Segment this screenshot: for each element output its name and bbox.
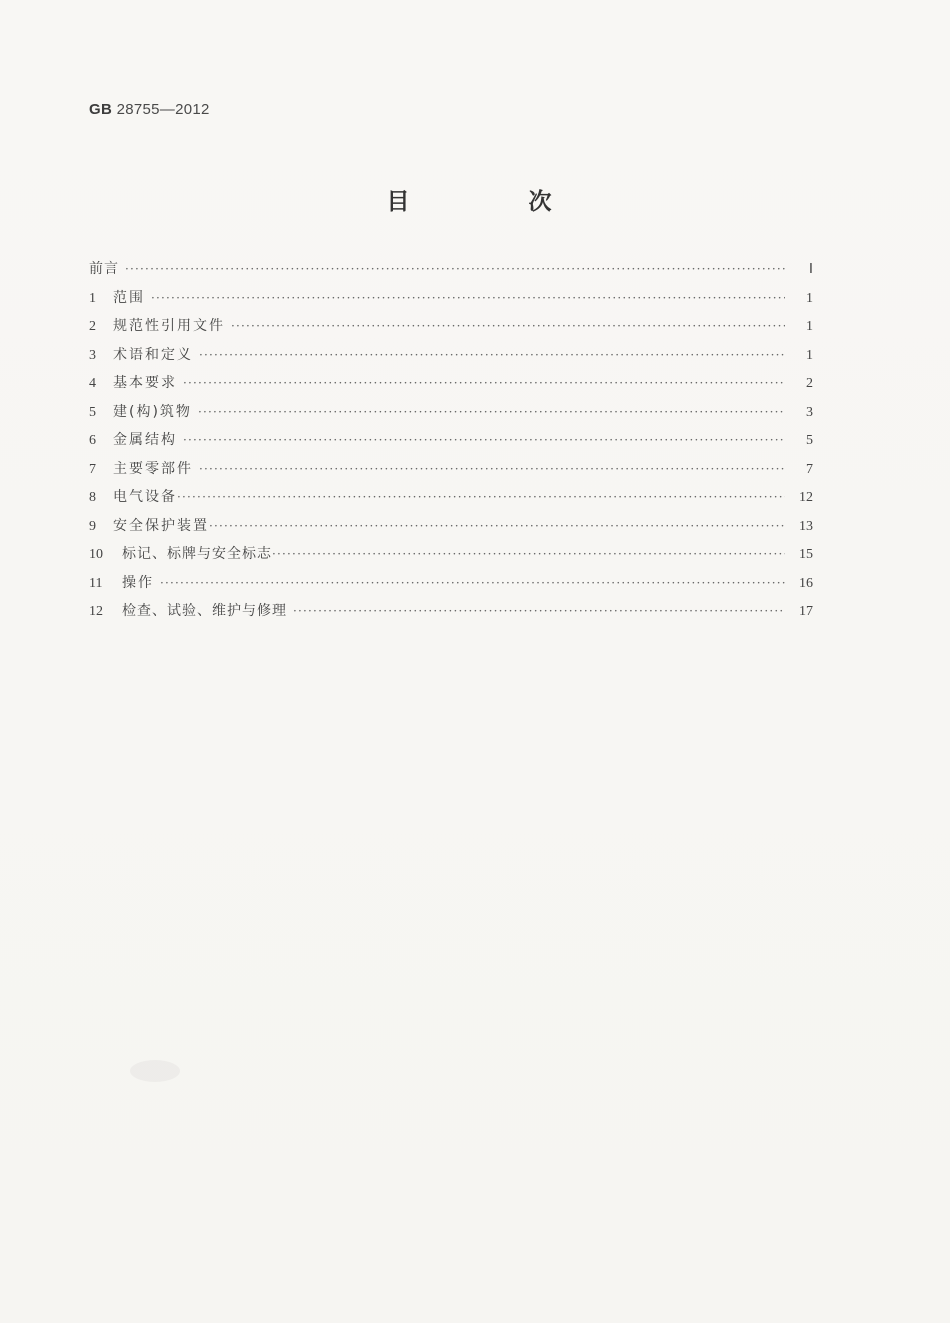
- toc-leader-dots: [125, 262, 785, 276]
- toc-entry-page: 1: [806, 347, 813, 363]
- toc-entry-page: 7: [806, 461, 813, 477]
- toc-entry-number: 12: [89, 604, 103, 619]
- toc-entry-label: 基本要求: [113, 375, 177, 391]
- table-of-contents: [89, 258, 813, 629]
- standard-code: [89, 101, 210, 118]
- toc-entry-label: 范围: [113, 289, 145, 306]
- toc-entry-label: 安全保护装置: [113, 517, 209, 534]
- toc-entry-label: 电气设备: [113, 489, 177, 505]
- toc-entry-page: 2: [806, 376, 813, 391]
- toc-entry-page: 3: [806, 404, 813, 420]
- toc-entry-page: 17: [799, 604, 813, 619]
- toc-entry-label: 规范性引用文件: [113, 318, 225, 334]
- toc-entry-6[interactable]: [89, 429, 813, 458]
- toc-entry-number: 6: [89, 433, 96, 448]
- toc-entry-foreword[interactable]: [89, 258, 813, 287]
- toc-entry-7[interactable]: [89, 458, 813, 487]
- toc-entry-12[interactable]: [89, 600, 813, 629]
- toc-entry-page: 13: [799, 518, 813, 534]
- toc-entry-number: 3: [89, 347, 96, 363]
- toc-entry-number: 9: [89, 518, 96, 534]
- toc-entry-number: 1: [89, 290, 96, 306]
- toc-leader-dots: [231, 319, 785, 333]
- toc-entry-label: 操作: [122, 574, 154, 591]
- toc-entry-number: 7: [89, 461, 96, 477]
- toc-entry-page: 16: [799, 575, 813, 591]
- toc-leader-dots: [293, 604, 785, 618]
- toc-entry-label: 术语和定义: [113, 346, 193, 363]
- toc-entry-label: 标记、标牌与安全标志: [122, 546, 272, 562]
- toc-leader-dots: [177, 490, 785, 504]
- toc-entry-number: 2: [89, 319, 96, 334]
- toc-leader-dots: [183, 433, 785, 447]
- toc-leader-dots: [160, 576, 785, 590]
- toc-leader-dots: [199, 462, 785, 476]
- toc-entry-page: 5: [806, 433, 813, 448]
- toc-leader-dots: [272, 547, 785, 561]
- toc-leader-dots: [199, 348, 785, 362]
- toc-entry-page: 15: [799, 547, 813, 562]
- toc-entry-number: 4: [89, 376, 96, 391]
- toc-entry-number: 8: [89, 490, 96, 505]
- toc-entry-number: 5: [89, 404, 96, 420]
- toc-entry-label: 检查、试验、维护与修理: [122, 603, 287, 619]
- toc-entry-1[interactable]: [89, 287, 813, 316]
- toc-entry-label: 前言: [89, 261, 119, 277]
- toc-entry-label: 金属结构: [113, 432, 177, 448]
- toc-entry-10[interactable]: [89, 543, 813, 572]
- toc-entry-page: Ⅰ: [808, 262, 813, 277]
- toc-entry-label: 主要零部件: [113, 460, 193, 477]
- toc-leader-dots: [198, 405, 785, 419]
- toc-entry-3[interactable]: [89, 344, 813, 373]
- toc-entry-page: 1: [806, 319, 813, 334]
- toc-entry-2[interactable]: [89, 315, 813, 344]
- toc-entry-9[interactable]: [89, 515, 813, 544]
- standard-prefix: GB: [89, 101, 113, 118]
- toc-entry-page: 1: [806, 290, 813, 306]
- toc-entry-label: 建(构)筑物: [113, 403, 192, 420]
- toc-entry-number: 11: [89, 575, 103, 591]
- toc-title: 目 次: [386, 189, 600, 215]
- toc-entry-number: 10: [89, 547, 103, 562]
- toc-entry-11[interactable]: [89, 572, 813, 601]
- standard-number: 28755—2012: [116, 101, 210, 118]
- toc-leader-dots: [209, 519, 785, 533]
- toc-entry-4[interactable]: [89, 372, 813, 401]
- toc-entry-page: 12: [799, 490, 813, 505]
- toc-leader-dots: [151, 291, 785, 305]
- toc-leader-dots: [183, 376, 785, 390]
- toc-entry-5[interactable]: [89, 401, 813, 430]
- toc-entry-8[interactable]: [89, 486, 813, 515]
- scan-smudge: [130, 1060, 180, 1082]
